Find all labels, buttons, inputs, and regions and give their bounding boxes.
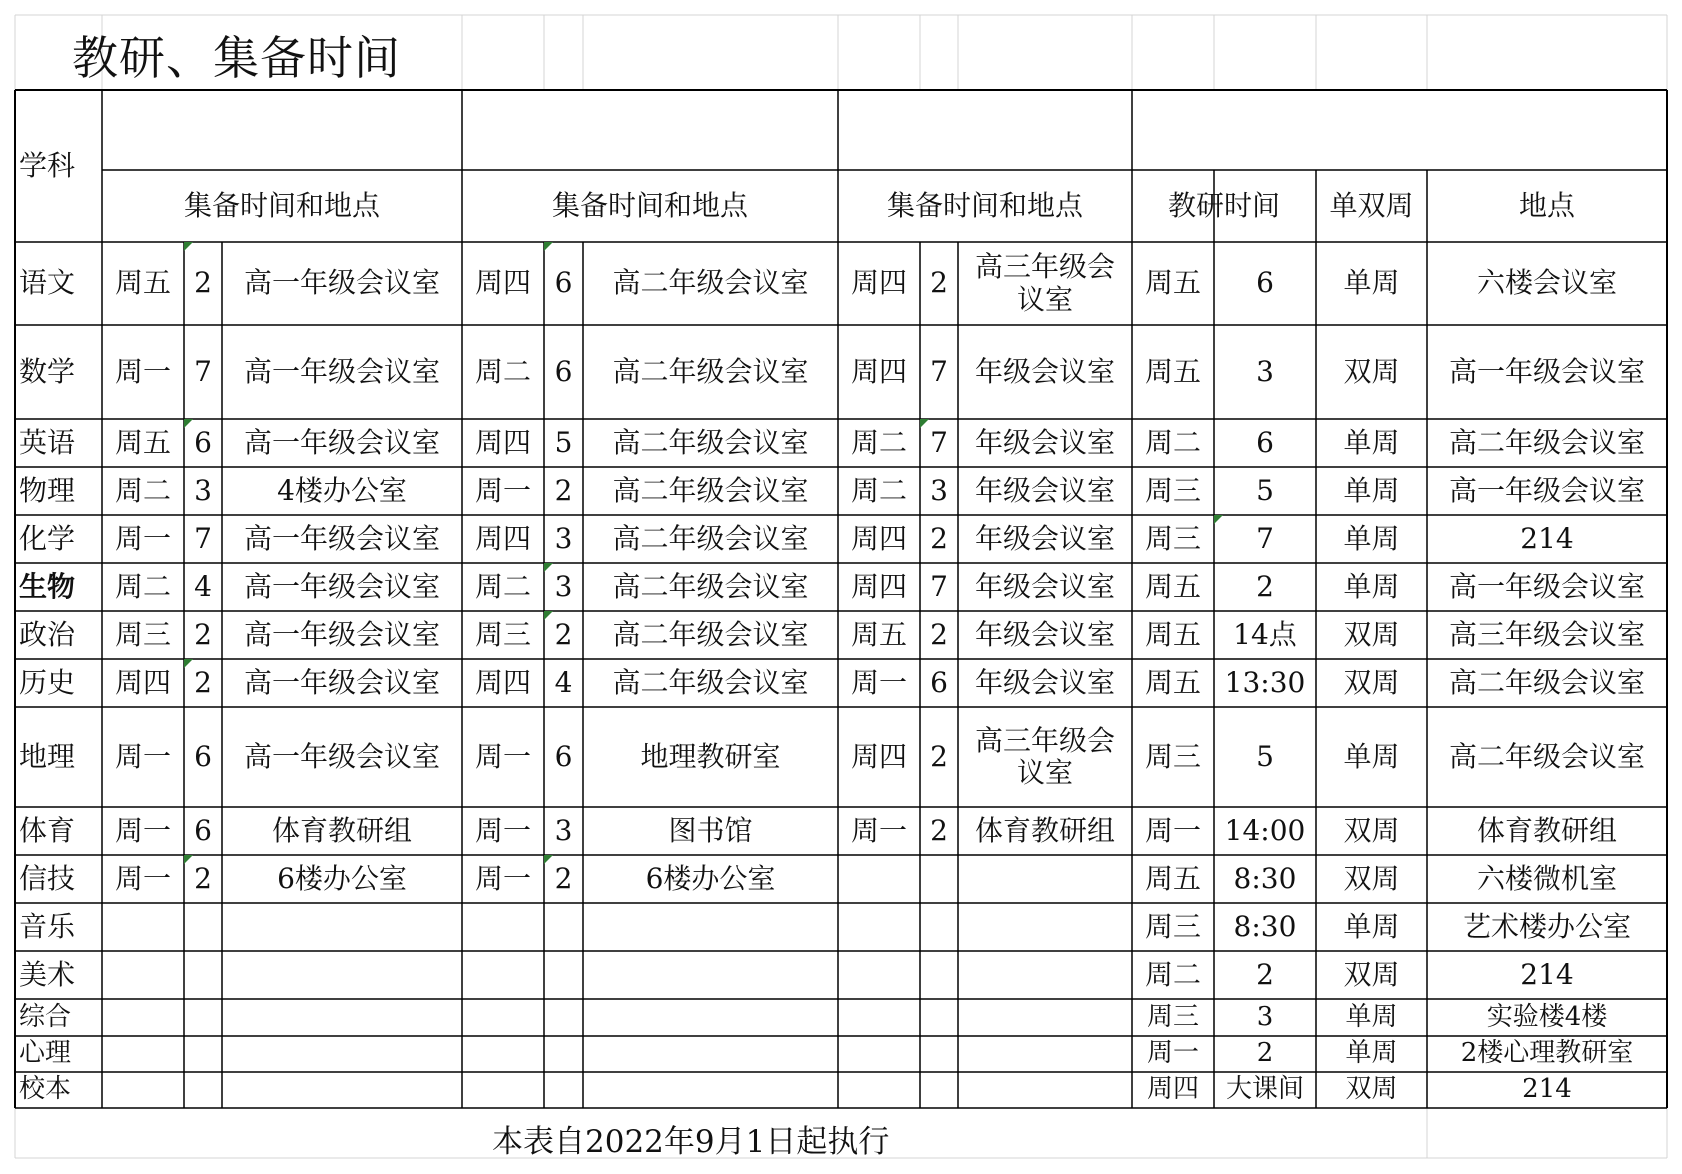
row-location[interactable]: 高二年级会议室 bbox=[1448, 425, 1645, 459]
row-room[interactable]: 体育教研组 bbox=[974, 813, 1115, 847]
row-location[interactable]: 高一年级会议室 bbox=[1448, 473, 1645, 507]
row-research-day[interactable]: 周五 bbox=[1144, 861, 1201, 895]
row-research-time[interactable]: 2 bbox=[1256, 957, 1274, 991]
row-room[interactable]: 年级会议室 bbox=[974, 521, 1115, 555]
row-subject[interactable]: 地理 bbox=[19, 739, 76, 773]
row-location[interactable]: 2楼心理教研室 bbox=[1460, 1038, 1634, 1069]
row-room[interactable]: 地理教研室 bbox=[640, 739, 781, 773]
row-day[interactable]: 周一 bbox=[114, 739, 171, 773]
row-subject[interactable]: 信技 bbox=[19, 861, 76, 895]
row-week-type[interactable]: 双周 bbox=[1343, 861, 1400, 895]
row-research-day[interactable]: 周一 bbox=[1144, 813, 1201, 847]
row-period[interactable]: 2 bbox=[930, 521, 948, 555]
row-period[interactable]: 2 bbox=[930, 617, 948, 651]
row-day[interactable]: 周四 bbox=[850, 521, 907, 555]
row-research-day[interactable]: 周三 bbox=[1144, 739, 1201, 773]
row-research-day[interactable]: 周三 bbox=[1144, 473, 1201, 507]
row-week-type[interactable]: 单周 bbox=[1343, 739, 1400, 773]
row-day[interactable]: 周二 bbox=[474, 354, 531, 388]
row-week-type[interactable]: 单周 bbox=[1343, 909, 1400, 943]
row-research-time[interactable]: 14点 bbox=[1233, 617, 1297, 651]
row-period[interactable]: 2 bbox=[194, 617, 212, 651]
row-day[interactable]: 周五 bbox=[114, 425, 171, 459]
row-location[interactable]: 高二年级会议室 bbox=[1448, 739, 1645, 773]
row-period[interactable] bbox=[184, 951, 222, 999]
row-room[interactable] bbox=[958, 855, 1132, 903]
row-room[interactable] bbox=[222, 999, 462, 1036]
row-week-type[interactable]: 双周 bbox=[1343, 665, 1400, 699]
row-research-day[interactable]: 周四 bbox=[1146, 1074, 1199, 1105]
row-week-type[interactable]: 单周 bbox=[1343, 266, 1400, 300]
row-room[interactable]: 高二年级会议室 bbox=[612, 569, 809, 603]
row-day[interactable] bbox=[462, 1036, 544, 1072]
row-day[interactable]: 周一 bbox=[474, 861, 531, 895]
row-room[interactable]: 年级会议室 bbox=[974, 354, 1115, 388]
row-research-day[interactable]: 周五 bbox=[1144, 266, 1201, 300]
row-period[interactable]: 2 bbox=[194, 861, 212, 895]
row-research-time[interactable]: 13:30 bbox=[1224, 665, 1306, 699]
row-week-type[interactable]: 单周 bbox=[1345, 1038, 1398, 1069]
row-period[interactable]: 2 bbox=[194, 665, 212, 699]
row-period[interactable]: 6 bbox=[194, 425, 212, 459]
row-period[interactable] bbox=[920, 1072, 958, 1108]
row-research-time[interactable]: 大课间 bbox=[1225, 1074, 1304, 1105]
row-room[interactable] bbox=[958, 1072, 1132, 1108]
row-period[interactable] bbox=[184, 999, 222, 1036]
row-day[interactable]: 周一 bbox=[850, 813, 907, 847]
row-day[interactable] bbox=[838, 951, 920, 999]
row-research-time[interactable]: 2 bbox=[1256, 569, 1274, 603]
row-period[interactable] bbox=[544, 1072, 583, 1108]
row-subject[interactable]: 英语 bbox=[19, 425, 76, 459]
row-research-time[interactable]: 5 bbox=[1256, 739, 1274, 773]
row-period[interactable] bbox=[920, 1036, 958, 1072]
row-room[interactable]: 年级会议室 bbox=[974, 569, 1115, 603]
row-period[interactable] bbox=[544, 999, 583, 1036]
row-room[interactable]: 6楼办公室 bbox=[645, 861, 776, 895]
row-subject[interactable]: 校本 bbox=[19, 1074, 72, 1105]
row-period[interactable]: 3 bbox=[554, 521, 573, 555]
row-room[interactable]: 4楼办公室 bbox=[277, 473, 407, 507]
row-week-type[interactable]: 双周 bbox=[1343, 957, 1400, 991]
row-day[interactable]: 周一 bbox=[114, 813, 171, 847]
row-subject[interactable]: 语文 bbox=[19, 266, 76, 300]
row-day[interactable]: 周一 bbox=[850, 665, 907, 699]
header-week-type[interactable]: 单双周 bbox=[1329, 188, 1414, 222]
row-research-day[interactable]: 周二 bbox=[1144, 425, 1201, 459]
sheet-title: 教研、集备时间 bbox=[72, 31, 401, 85]
row-week-type[interactable]: 双周 bbox=[1345, 1074, 1398, 1105]
row-week-type[interactable]: 单周 bbox=[1343, 569, 1400, 603]
row-day[interactable]: 周五 bbox=[114, 266, 171, 300]
row-room[interactable]: 高二年级会议室 bbox=[612, 521, 809, 555]
row-day[interactable]: 周二 bbox=[114, 569, 171, 603]
row-week-type[interactable]: 双周 bbox=[1343, 617, 1400, 651]
row-day[interactable] bbox=[102, 951, 184, 999]
row-period[interactable]: 6 bbox=[554, 266, 573, 300]
row-day[interactable]: 周一 bbox=[474, 473, 531, 507]
row-period[interactable]: 2 bbox=[930, 266, 948, 300]
row-room[interactable]: 高一年级会议室 bbox=[243, 521, 440, 555]
row-subject[interactable]: 历史 bbox=[19, 665, 76, 699]
row-research-time[interactable]: 5 bbox=[1256, 473, 1274, 507]
row-day[interactable]: 周三 bbox=[474, 617, 531, 651]
row-period[interactable]: 3 bbox=[554, 813, 573, 847]
row-day[interactable]: 周四 bbox=[474, 425, 531, 459]
row-room[interactable]: 6楼办公室 bbox=[277, 861, 407, 895]
row-period[interactable] bbox=[920, 903, 958, 951]
row-room[interactable] bbox=[583, 951, 838, 999]
row-room[interactable]: 高一年级会议室 bbox=[243, 665, 440, 699]
row-room[interactable] bbox=[958, 999, 1132, 1036]
row-week-type[interactable]: 单周 bbox=[1343, 473, 1400, 507]
row-period[interactable] bbox=[544, 1036, 583, 1072]
row-subject[interactable]: 体育 bbox=[19, 813, 76, 847]
header-subject[interactable]: 学科 bbox=[19, 148, 76, 182]
row-location[interactable]: 高二年级会议室 bbox=[1448, 665, 1645, 699]
row-research-day[interactable]: 周三 bbox=[1146, 1001, 1199, 1032]
row-period[interactable] bbox=[920, 951, 958, 999]
row-location[interactable]: 214 bbox=[1520, 957, 1574, 991]
row-room[interactable] bbox=[958, 903, 1132, 951]
row-week-type[interactable]: 双周 bbox=[1343, 354, 1400, 388]
row-day[interactable]: 周一 bbox=[474, 739, 531, 773]
row-day[interactable]: 周一 bbox=[114, 354, 171, 388]
row-week-type[interactable]: 单周 bbox=[1343, 425, 1400, 459]
row-period[interactable] bbox=[920, 999, 958, 1036]
header-location[interactable]: 地点 bbox=[1518, 188, 1575, 222]
row-location[interactable]: 六楼微机室 bbox=[1476, 861, 1617, 895]
row-day[interactable]: 周二 bbox=[114, 473, 171, 507]
row-period[interactable]: 5 bbox=[554, 425, 573, 459]
row-subject[interactable]: 生物 bbox=[19, 569, 76, 603]
row-room[interactable]: 年级会议室 bbox=[974, 473, 1115, 507]
row-week-type[interactable]: 单周 bbox=[1345, 1001, 1398, 1032]
row-research-time[interactable]: 14:00 bbox=[1224, 813, 1306, 847]
row-period[interactable]: 7 bbox=[194, 354, 212, 388]
row-location[interactable]: 高三年级会议室 bbox=[1448, 617, 1645, 651]
row-research-time[interactable]: 8:30 bbox=[1233, 909, 1297, 943]
row-location[interactable]: 六楼会议室 bbox=[1476, 266, 1617, 300]
row-research-day[interactable]: 周一 bbox=[1146, 1038, 1199, 1069]
row-period[interactable] bbox=[920, 855, 958, 903]
row-location[interactable]: 艺术楼办公室 bbox=[1462, 909, 1631, 943]
row-period[interactable]: 3 bbox=[554, 569, 573, 603]
row-day[interactable]: 周四 bbox=[474, 266, 531, 300]
row-day[interactable]: 周四 bbox=[474, 521, 531, 555]
row-research-day[interactable]: 周五 bbox=[1144, 665, 1201, 699]
row-room[interactable]: 高一年级会议室 bbox=[243, 425, 440, 459]
row-room[interactable] bbox=[222, 903, 462, 951]
row-room[interactable] bbox=[222, 951, 462, 999]
header-group3[interactable]: 集备时间和地点 bbox=[886, 188, 1083, 222]
row-day[interactable] bbox=[102, 999, 184, 1036]
row-period[interactable] bbox=[544, 951, 583, 999]
row-period[interactable]: 6 bbox=[194, 813, 212, 847]
row-day[interactable] bbox=[838, 903, 920, 951]
row-location[interactable]: 高一年级会议室 bbox=[1448, 569, 1645, 603]
row-day[interactable]: 周一 bbox=[114, 521, 171, 555]
row-period[interactable]: 6 bbox=[194, 739, 212, 773]
row-period[interactable]: 6 bbox=[554, 739, 573, 773]
row-day[interactable]: 周五 bbox=[850, 617, 907, 651]
row-room[interactable] bbox=[958, 951, 1132, 999]
row-room[interactable] bbox=[583, 903, 838, 951]
row-location[interactable]: 体育教研组 bbox=[1476, 813, 1617, 847]
row-day[interactable]: 周四 bbox=[850, 569, 907, 603]
row-day[interactable] bbox=[102, 1072, 184, 1108]
row-research-day[interactable]: 周二 bbox=[1144, 957, 1201, 991]
row-location[interactable]: 高一年级会议室 bbox=[1448, 354, 1645, 388]
row-research-day[interactable]: 周三 bbox=[1144, 909, 1201, 943]
row-room[interactable]: 高一年级会议室 bbox=[243, 354, 440, 388]
row-room[interactable] bbox=[583, 1072, 838, 1108]
row-day[interactable] bbox=[838, 999, 920, 1036]
row-location[interactable]: 214 bbox=[1520, 521, 1574, 555]
row-day[interactable] bbox=[838, 855, 920, 903]
header-group2[interactable]: 集备时间和地点 bbox=[551, 188, 748, 222]
row-period[interactable]: 7 bbox=[930, 354, 948, 388]
row-day[interactable]: 周四 bbox=[850, 354, 907, 388]
row-period[interactable]: 2 bbox=[930, 813, 948, 847]
row-period[interactable]: 3 bbox=[194, 473, 212, 507]
row-period[interactable]: 4 bbox=[554, 665, 573, 699]
row-room[interactable]: 高二年级会议室 bbox=[612, 473, 809, 507]
row-research-day[interactable]: 周五 bbox=[1144, 354, 1201, 388]
row-research-time[interactable]: 7 bbox=[1256, 521, 1274, 555]
row-period[interactable]: 2 bbox=[554, 473, 573, 507]
row-subject[interactable]: 美术 bbox=[19, 957, 76, 991]
row-day[interactable]: 周四 bbox=[114, 665, 171, 699]
row-research-time[interactable]: 3 bbox=[1256, 1001, 1274, 1032]
row-day[interactable] bbox=[462, 1072, 544, 1108]
row-room[interactable]: 高二年级会议室 bbox=[612, 617, 809, 651]
row-period[interactable]: 2 bbox=[554, 617, 573, 651]
row-period[interactable]: 6 bbox=[554, 354, 573, 388]
row-research-day[interactable]: 周三 bbox=[1144, 521, 1201, 555]
row-room[interactable] bbox=[222, 1036, 462, 1072]
row-period[interactable]: 2 bbox=[930, 739, 948, 773]
row-subject[interactable]: 综合 bbox=[19, 1001, 72, 1032]
row-day[interactable]: 周四 bbox=[474, 665, 531, 699]
row-subject[interactable]: 心理 bbox=[19, 1038, 72, 1069]
header-group1[interactable]: 集备时间和地点 bbox=[183, 188, 380, 222]
row-period[interactable] bbox=[184, 903, 222, 951]
row-room[interactable] bbox=[958, 1036, 1132, 1072]
row-room[interactable]: 体育教研组 bbox=[271, 813, 412, 847]
row-research-time[interactable]: 3 bbox=[1256, 354, 1274, 388]
row-research-time[interactable]: 2 bbox=[1256, 1038, 1274, 1069]
row-period[interactable]: 7 bbox=[194, 521, 212, 555]
row-period[interactable]: 2 bbox=[194, 266, 212, 300]
row-room[interactable] bbox=[583, 999, 838, 1036]
row-room[interactable]: 高二年级会议室 bbox=[612, 354, 809, 388]
row-day[interactable]: 周一 bbox=[114, 861, 171, 895]
row-week-type[interactable]: 单周 bbox=[1343, 521, 1400, 555]
row-day[interactable] bbox=[102, 903, 184, 951]
row-period[interactable] bbox=[184, 1072, 222, 1108]
row-room[interactable]: 高三年级会 议室 bbox=[974, 723, 1115, 789]
row-day[interactable]: 周二 bbox=[474, 569, 531, 603]
row-day[interactable]: 周二 bbox=[850, 473, 907, 507]
row-location[interactable]: 实验楼4楼 bbox=[1486, 1001, 1608, 1032]
row-location[interactable]: 214 bbox=[1522, 1074, 1572, 1105]
row-period[interactable] bbox=[544, 903, 583, 951]
row-research-day[interactable]: 周五 bbox=[1144, 569, 1201, 603]
row-day[interactable] bbox=[462, 999, 544, 1036]
row-room[interactable]: 高三年级会 议室 bbox=[974, 250, 1115, 316]
row-period[interactable]: 7 bbox=[930, 569, 948, 603]
row-room[interactable]: 年级会议室 bbox=[974, 665, 1115, 699]
row-room[interactable] bbox=[222, 1072, 462, 1108]
row-day[interactable] bbox=[462, 951, 544, 999]
row-subject[interactable]: 物理 bbox=[19, 473, 76, 507]
row-room[interactable]: 高二年级会议室 bbox=[612, 425, 809, 459]
row-period[interactable]: 3 bbox=[930, 473, 948, 507]
row-room[interactable]: 高二年级会议室 bbox=[612, 266, 809, 300]
row-room[interactable]: 高一年级会议室 bbox=[243, 569, 440, 603]
row-period[interactable]: 7 bbox=[930, 425, 948, 459]
row-day[interactable] bbox=[838, 1072, 920, 1108]
row-subject[interactable]: 政治 bbox=[19, 617, 76, 651]
row-day[interactable] bbox=[838, 1036, 920, 1072]
row-day[interactable] bbox=[462, 903, 544, 951]
row-room[interactable]: 图书馆 bbox=[668, 813, 753, 847]
row-research-time[interactable]: 8:30 bbox=[1233, 861, 1297, 895]
row-room[interactable]: 年级会议室 bbox=[974, 425, 1115, 459]
row-day[interactable]: 周二 bbox=[850, 425, 907, 459]
row-room[interactable] bbox=[583, 1036, 838, 1072]
row-day[interactable]: 周三 bbox=[114, 617, 171, 651]
row-research-time[interactable]: 6 bbox=[1256, 425, 1274, 459]
row-week-type[interactable]: 双周 bbox=[1343, 813, 1400, 847]
row-period[interactable]: 6 bbox=[930, 665, 948, 699]
row-period[interactable]: 2 bbox=[554, 861, 573, 895]
row-day[interactable]: 周一 bbox=[474, 813, 531, 847]
row-period[interactable] bbox=[184, 1036, 222, 1072]
row-subject[interactable]: 音乐 bbox=[19, 909, 76, 943]
footer-note: 本表自2022年9月1日起执行 bbox=[492, 1124, 890, 1160]
row-room[interactable]: 高一年级会议室 bbox=[243, 739, 440, 773]
row-research-time[interactable]: 6 bbox=[1256, 266, 1274, 300]
row-subject[interactable]: 化学 bbox=[19, 521, 76, 555]
row-day[interactable]: 周四 bbox=[850, 266, 907, 300]
row-period[interactable]: 4 bbox=[194, 569, 212, 603]
row-room[interactable]: 高一年级会议室 bbox=[243, 617, 440, 651]
row-room[interactable]: 高二年级会议室 bbox=[612, 665, 809, 699]
row-day[interactable] bbox=[102, 1036, 184, 1072]
row-day[interactable]: 周四 bbox=[850, 739, 907, 773]
row-room[interactable]: 年级会议室 bbox=[974, 617, 1115, 651]
row-research-day[interactable]: 周五 bbox=[1144, 617, 1201, 651]
row-subject[interactable]: 数学 bbox=[19, 354, 76, 388]
row-room[interactable]: 高一年级会议室 bbox=[243, 266, 440, 300]
header-research-time[interactable]: 教研时间 bbox=[1167, 188, 1280, 222]
